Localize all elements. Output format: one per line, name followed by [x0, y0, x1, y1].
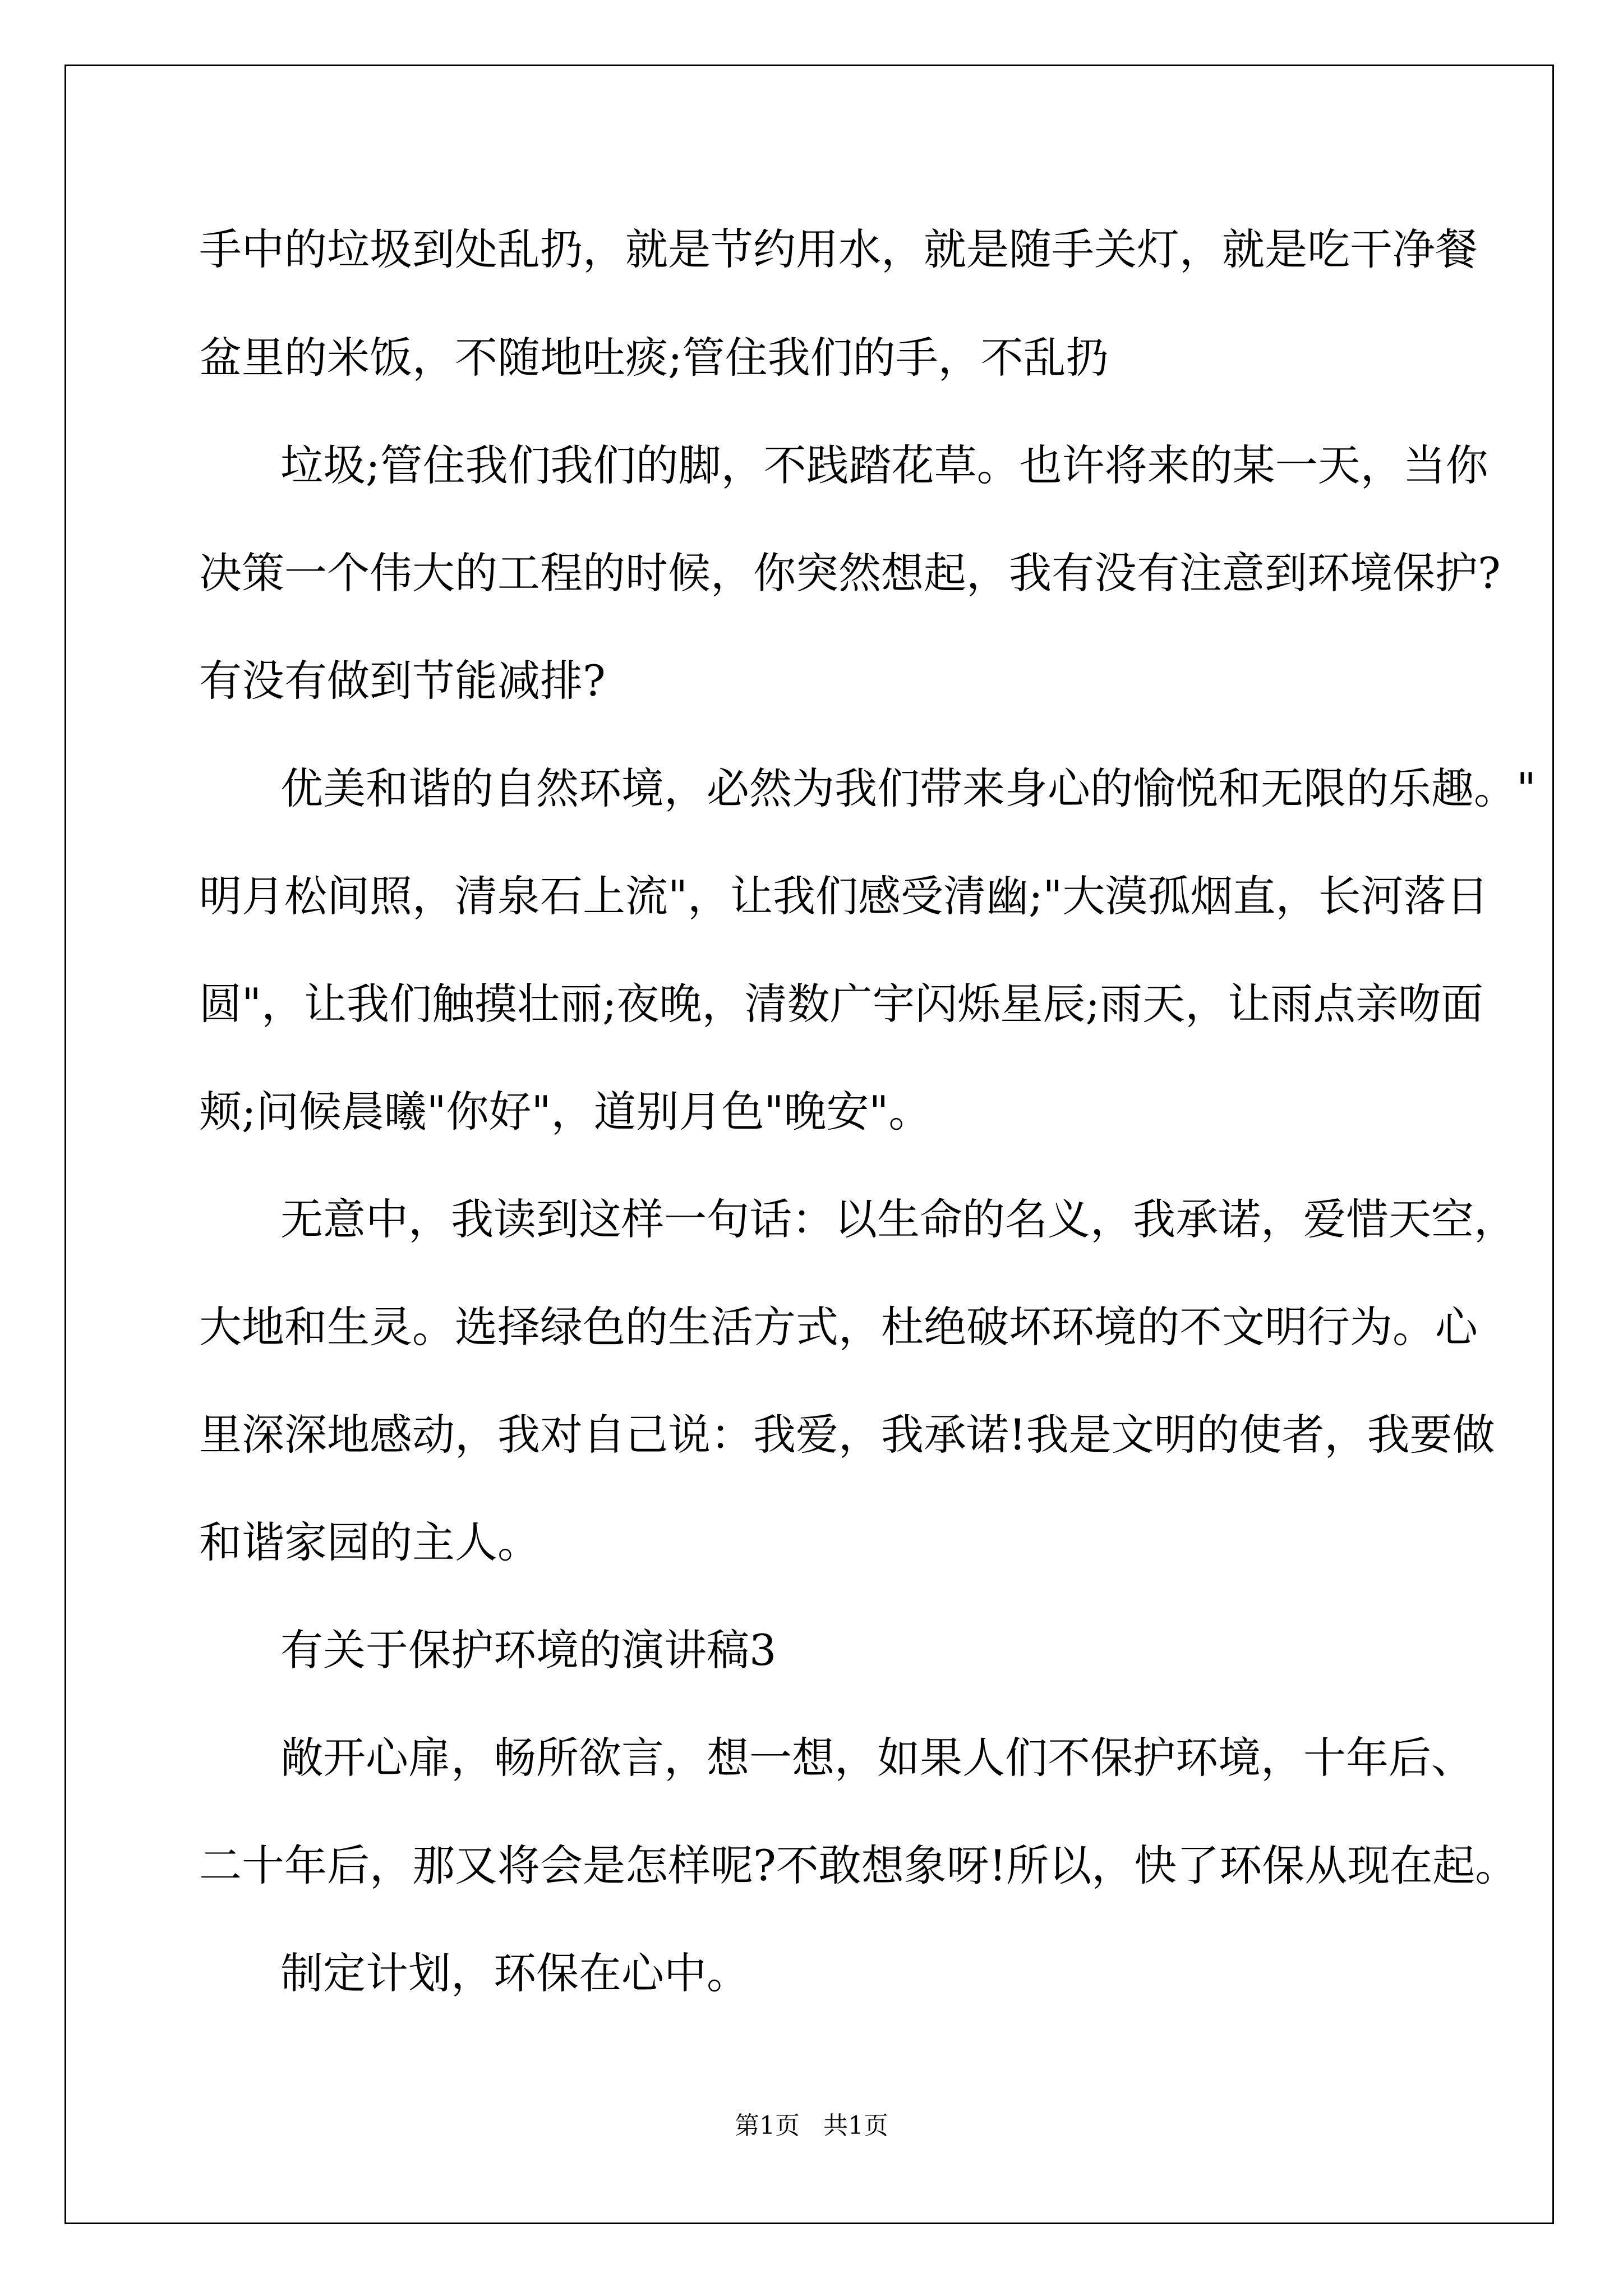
text-line: 敞开心扉，畅所欲言，想一想，如果人们不保护环境，十年后、	[280, 1733, 1474, 1783]
text-line: 决策一个伟大的工程的时候，你突然想起，我有没有注意到环境保护?	[199, 548, 1501, 598]
text-line: 有没有做到节能减排?	[199, 656, 606, 706]
text-line: 无意中，我读到这样一句话：以生命的名义，我承诺，爱惜天空，	[280, 1194, 1516, 1244]
text-line: 盆里的米饭，不随地吐痰;管住我们的手，不乱扔	[199, 333, 1109, 383]
text-line: 垃圾;管住我们我们的脚，不践踏花草。也许将来的某一天，当你	[280, 440, 1488, 490]
text-line: 圆"，让我们触摸壮丽;夜晚，清数广宇闪烁星辰;雨天，让雨点亲吻面	[199, 979, 1484, 1029]
page-border	[64, 65, 1554, 2224]
text-line: 大地和生灵。选择绿色的生活方式，杜绝破坏环境的不文明行为。心	[199, 1302, 1478, 1352]
text-line: 制定计划，环保在心中。	[280, 1948, 749, 1998]
text-line: 二十年后，那又将会是怎样呢?不敢想象呀!所以，快了环保从现在起。	[199, 1841, 1518, 1890]
page-footer: 第1页 共1页	[735, 2111, 888, 2140]
text-line: 里深深地感动，我对自己说：我爱，我承诺!我是文明的使者，我要做	[199, 1410, 1495, 1460]
text-line: 颊;问候晨曦"你好"，道别月色"晚安"。	[199, 1087, 932, 1137]
text-line: 和谐家园的主人。	[199, 1517, 540, 1567]
text-line: 优美和谐的自然环境，必然为我们带来身心的愉悦和无限的乐趣。"	[280, 763, 1536, 813]
section-heading: 有关于保护环境的演讲稿3	[280, 1625, 777, 1675]
text-line: 明月松间照，清泉石上流"，让我们感受清幽;"大漠孤烟直，长河落日	[199, 871, 1489, 921]
text-line: 手中的垃圾到处乱扔，就是节约用水，就是随手关灯，就是吃干净餐	[199, 224, 1478, 274]
